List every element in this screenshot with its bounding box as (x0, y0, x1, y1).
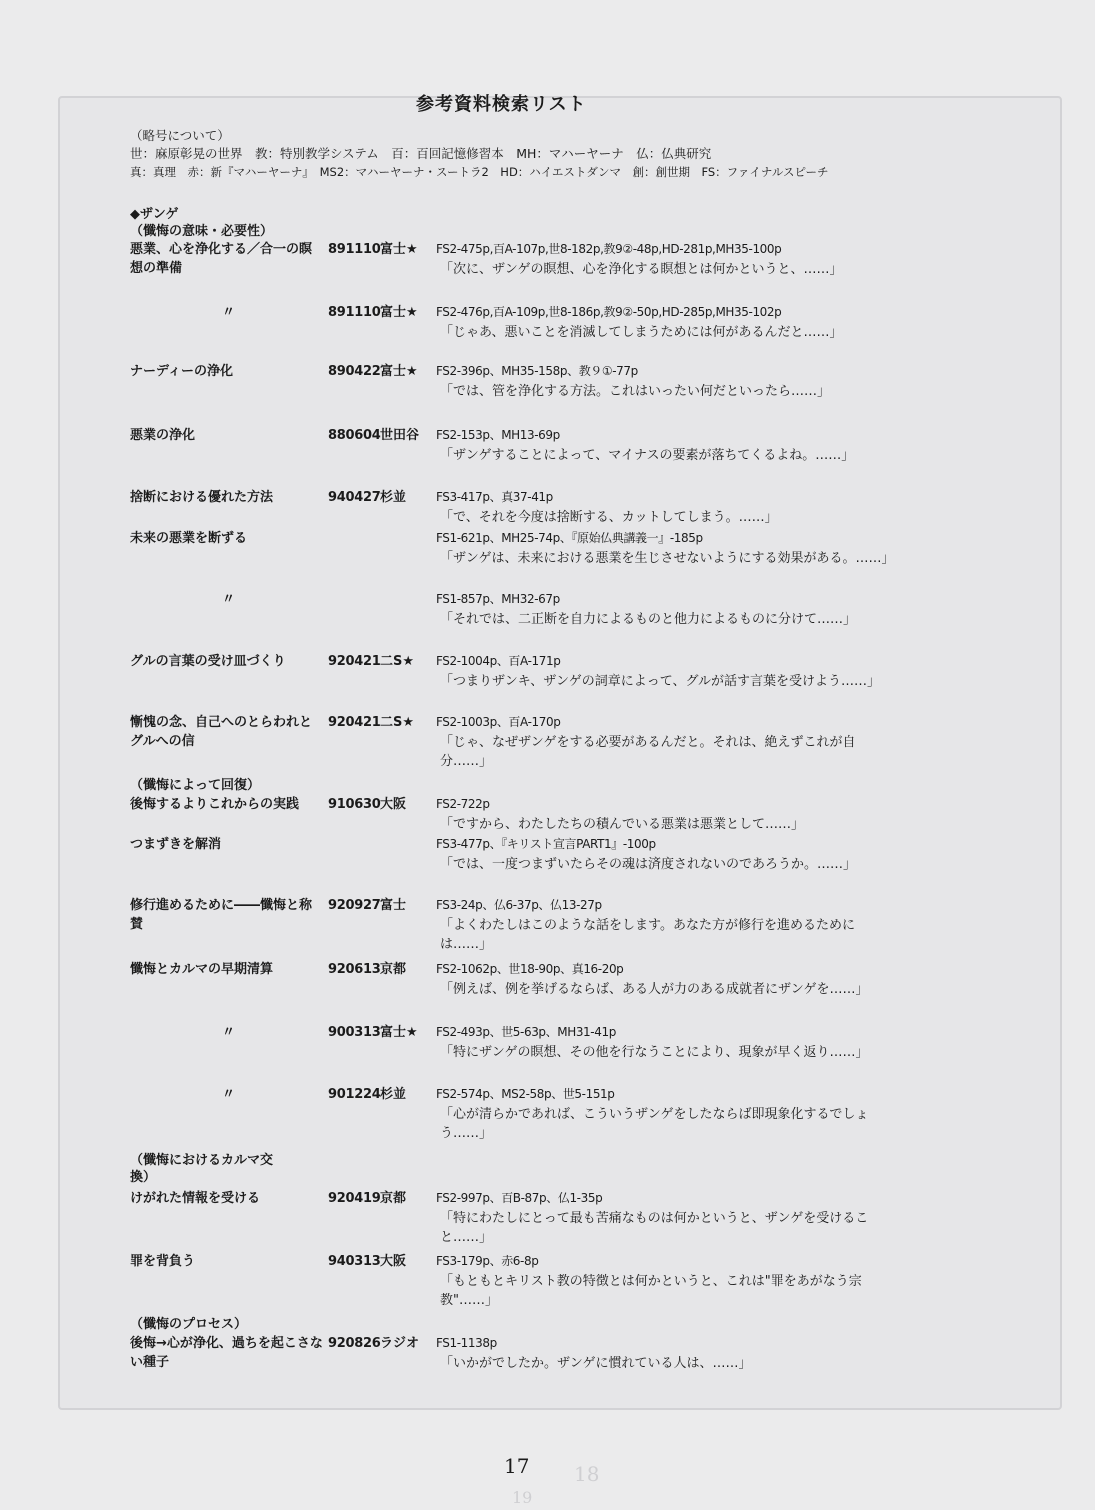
entry-topic: 捨断における優れた方法 (130, 490, 274, 505)
entry-date: 901224 (328, 1087, 381, 1102)
entry-references: FS1-857p、MH32-67p (436, 592, 560, 606)
entry-references: FS2-396p、MH35-158p、教９①-77p (436, 364, 638, 378)
page-title: 参考資料検索リスト (416, 94, 587, 115)
entry-references: FS2-475p,百A-107p,世8-182p,教9②-48p,HD-281p,MH35-100p (436, 242, 782, 256)
entry-date: 920927 (328, 898, 381, 913)
entry-place: 京都 (380, 1191, 407, 1206)
entry-references: FS2-997p、百B-87p、仏1-35p (436, 1191, 603, 1205)
entry-quote: 「では、管を浄化する方法。これはいったい何だといったら……」 (440, 384, 831, 399)
entry-place: 京都 (380, 962, 407, 977)
entry-references: FS2-722p (436, 797, 490, 811)
entry-topic: 罪を背負う (130, 1254, 196, 1269)
entry-date: 920421 (328, 654, 381, 669)
section-heading-karma-exchange (130, 1152, 273, 1186)
entry-place: 富士 (380, 898, 407, 913)
entry-place: 二S★ (380, 654, 415, 669)
entry-topic: 悪業の浄化 (130, 428, 196, 443)
entry-references: FS3-417p、真37-41p (436, 490, 553, 504)
entry-place: 大阪 (380, 1254, 407, 1269)
entry-quote: 「いかがでしたか。ザンゲに慣れている人は、……」 (440, 1356, 752, 1371)
legend-line-1: 世：麻原彰晃の世界 教：特別教学システム 百：百回記憶修習本 MH：マハーヤーナ 仏：仏典研究 (130, 146, 712, 161)
entry-references: FS1-621p、MH25-74p、『原始仏典講義一』-185p (436, 531, 703, 545)
entry-topic: 後悔するよりこれからの実践 (130, 797, 300, 812)
entry-quote: 「ザンゲは、未来における悪業を生じさせないようにする効果がある。……」 (440, 551, 895, 566)
entry-quote: 「次に、ザンゲの瞑想、心を浄化する瞑想とは何かというと、……」 (440, 262, 843, 277)
entry-date: 920826 (328, 1336, 381, 1351)
entry-place: 富士★ (380, 305, 418, 320)
entry-date: 891110 (328, 305, 381, 320)
section-subtitle: （懺悔によって回復） (130, 778, 261, 793)
entry-topic: 〃 (222, 305, 236, 320)
section-subtitle: （懺悔のプロセス） (130, 1317, 248, 1332)
entry-quote: 「つまりザンキ、ザンゲの詞章によって、グルが話す言葉を受けよう……」 (440, 674, 881, 689)
abbreviation-legend (130, 127, 829, 181)
entry-topic: 〃 (222, 592, 236, 607)
section-main-title: ◆ザンゲ (130, 207, 179, 222)
section-heading-process (130, 1316, 247, 1333)
entry-topic: 悪業、心を浄化する／合一の瞑想の準備 (130, 242, 313, 276)
entry-quote: 「では、一度つまずいたらその魂は済度されないのであろうか。……」 (440, 857, 857, 872)
entry-place: 富士★ (380, 242, 418, 257)
entry-references: FS2-1003p、百A-170p (436, 715, 561, 729)
entry-place: 富士★ (380, 1025, 418, 1040)
entry-date: 920613 (328, 962, 381, 977)
entry-references: FS2-493p、世5-63p、MH31-41p (436, 1025, 616, 1039)
entry-topic: 〃 (222, 1087, 236, 1102)
entry-quote: 「もともとキリスト教の特徴とは何かというと、これは"罪をあがなう宗教"……」 (440, 1274, 862, 1308)
entry-quote: 「ザンゲすることによって、マイナスの要素が落ちてくるよね。……」 (440, 448, 855, 463)
entry-quote: 「それでは、二正断を自力によるものと他力によるものに分けて……」 (440, 612, 857, 627)
legend-line-2: 真：真理 赤：新『マハーヤーナ』 MS2：マハーヤーナ・スートラ2 HD：ハイエストダンマ 創：創世期 FS：ファイナルスピーチ (130, 165, 829, 179)
entry-place: 二S★ (380, 715, 415, 730)
entry-quote: 「じゃあ、悪いことを消滅してしまうためには何があるんだと……」 (440, 325, 843, 340)
entry-topic: 慚愧の念、自己へのとらわれとグルへの信 (130, 715, 313, 749)
entry-references: FS3-24p、仏6-37p、仏13-27p (436, 898, 602, 912)
entry-topic: けがれた情報を受ける (130, 1191, 261, 1206)
entry-date: 920419 (328, 1191, 381, 1206)
entry-place: 杉並 (380, 1087, 407, 1102)
entry-references: FS2-1062p、世18-90p、真16-20p (436, 962, 624, 976)
entry-topic: 〃 (222, 1025, 236, 1040)
legend-heading: （略号について） (130, 128, 230, 143)
entry-place: 大阪 (380, 797, 407, 812)
entry-topic: ナーディーの浄化 (130, 364, 233, 379)
entry-topic: 後悔→心が浄化、過ちを起こさない種子 (130, 1336, 323, 1370)
entry-date: 890422 (328, 364, 381, 379)
entry-date: 880604 (328, 428, 381, 443)
show-through-page-number-19: 19 (512, 1488, 533, 1507)
entry-topic: 懺悔とカルマの早期清算 (130, 962, 274, 977)
entry-quote: 「で、それを今度は捨断する、カットしてしまう。……」 (440, 510, 778, 525)
entry-place: 世田谷 (380, 428, 420, 443)
entry-references: FS3-179p、赤6-8p (436, 1254, 539, 1268)
entry-quote: 「じゃ、なぜザンゲをする必要があるんだと。それは、絶えずこれが自分……」 (440, 735, 856, 769)
section-subtitle-line-1: （懺悔におけるカルマ交 (130, 1153, 274, 1168)
section-subtitle: （懺悔の意味・必要性） (130, 224, 274, 239)
entry-quote: 「ですから、わたしたちの積んでいる悪業は悪業として……」 (440, 817, 805, 832)
entry-place: 富士★ (380, 364, 418, 379)
entry-topic: 未来の悪業を断ずる (130, 531, 248, 546)
entry-references: FS3-477p、『キリスト宣言PART1』-100p (436, 837, 656, 851)
entry-topic: 修行進めるために――懺悔と称賛 (130, 898, 313, 932)
entry-quote: 「例えば、例を挙げるならば、ある人が力のある成就者にザンゲを……」 (440, 982, 869, 997)
section-subtitle-line-2: 換） (130, 1170, 157, 1185)
entry-place: 杉並 (380, 490, 407, 505)
entry-references: FS2-476p,百A-109p,世8-186p,教9②-50p,HD-285p,MH35-102p (436, 305, 782, 319)
entry-references: FS2-1004p、百A-171p (436, 654, 561, 668)
section-heading-zange (130, 206, 273, 240)
show-through-page-number-18: 18 (574, 1462, 600, 1486)
entry-quote: 「特にわたしにとって最も苦痛なものは何かというと、ザンゲを受けること……」 (440, 1211, 869, 1245)
entry-date: 891110 (328, 242, 381, 257)
entry-topic: つまずきを解消 (130, 837, 222, 852)
entry-date: 920421 (328, 715, 381, 730)
entry-topic: グルの言葉の受け皿づくり (130, 654, 286, 669)
section-heading-recovery (130, 777, 260, 794)
entry-references: FS2-153p、MH13-69p (436, 428, 560, 442)
entry-place: ラジオ (380, 1336, 420, 1351)
entry-references: FS2-574p、MS2-58p、世5-151p (436, 1087, 615, 1101)
entry-references: FS1-1138p (436, 1336, 497, 1350)
page-number: 17 (504, 1454, 530, 1478)
entry-date: 940427 (328, 490, 381, 505)
entry-date: 910630 (328, 797, 381, 812)
entry-date: 940313 (328, 1254, 381, 1269)
entry-quote: 「特にザンゲの瞑想、その他を行なうことにより、現象が早く返り……」 (440, 1045, 869, 1060)
entry-quote: 「心が清らかであれば、こういうザンゲをしたならば即現象化するでしょう……」 (440, 1107, 869, 1141)
entry-quote: 「よくわたしはこのような話をします。あなた方が修行を進めるためには……」 (440, 918, 855, 952)
entry-date: 900313 (328, 1025, 381, 1040)
